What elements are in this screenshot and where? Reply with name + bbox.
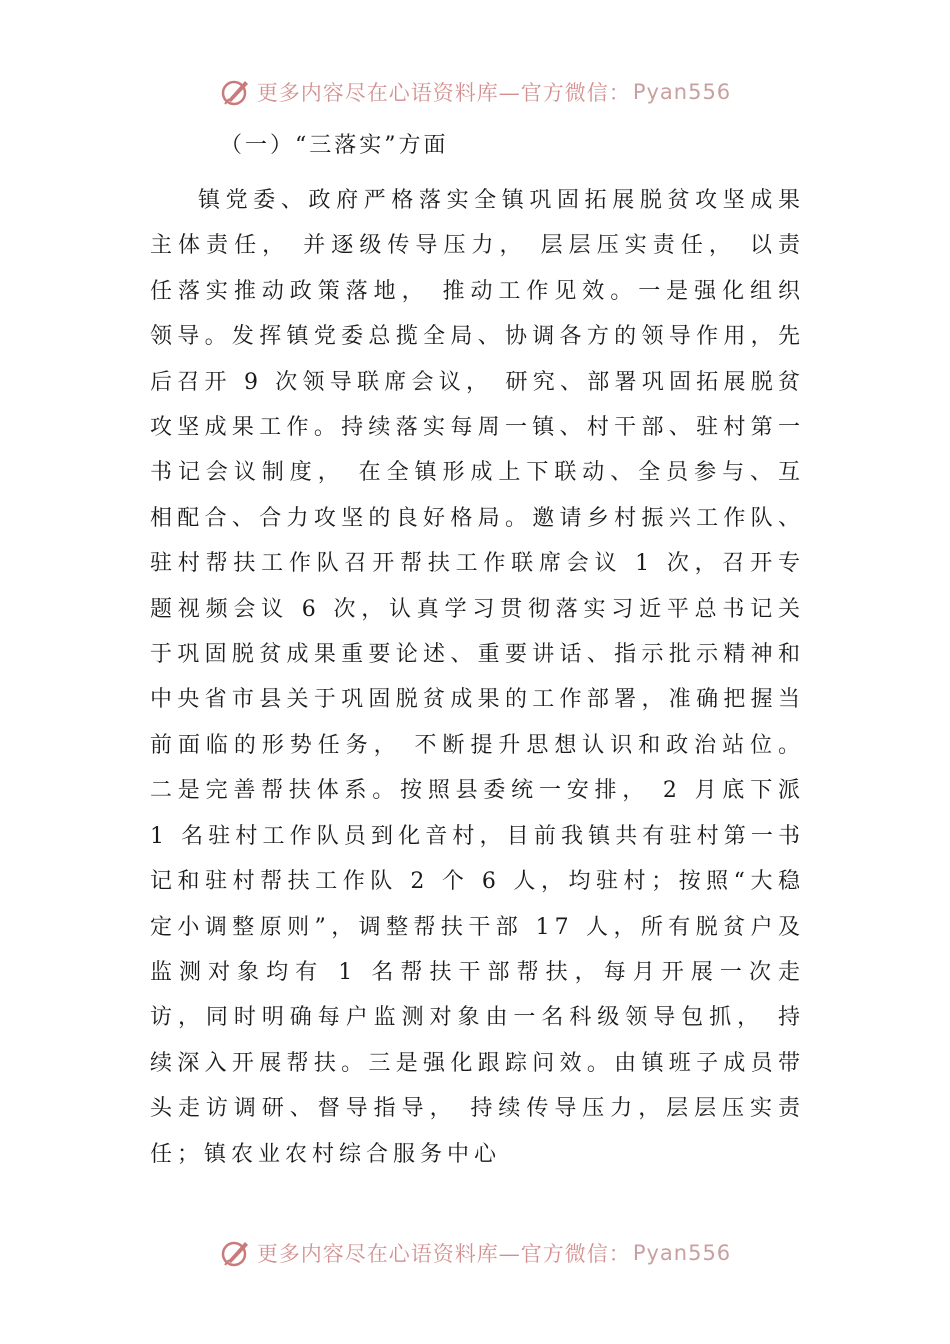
section-heading: （一）“三落实”方面 xyxy=(220,133,449,158)
footer-watermark xyxy=(0,1233,950,1273)
watermark-wechat-id: Pyan556 xyxy=(632,80,732,104)
watermark-text: 更多内容尽在心语资料库—官方微信： xyxy=(256,81,631,105)
header-watermark xyxy=(0,72,950,112)
watermark-text: 更多内容尽在心语资料库—官方微信： xyxy=(256,1242,631,1266)
document-body xyxy=(150,124,805,1177)
quill-logo-icon xyxy=(219,1236,253,1270)
quill-logo-icon xyxy=(219,75,253,109)
section-paragraph: 镇党委、政府严格落实全镇巩固拓展脱贫攻坚成果主体责任， 并逐级传导压力， 层层压实责任， 以责任落实推动政策落地， 推动工作见效。一是强化组织领导。发挥镇党委总揽全局、协调各方的领导作用，先后召开 9 次领导联席会议， 研究、部署巩固拓展脱贫攻坚成果工作。持续落实每周一镇、村干部、驻村第一书记会议制度， 在全镇形成上下联动、全员参与、互相配合、合力攻坚的良好格局。邀请乡村振兴工作队、驻村帮扶工作队召开帮扶工作联席会议 1 次，召开专题视频会议 6 次，认真学习贯彻落实习近平总书记关于巩固脱贫成果重要论述、重要讲话、指示批示精神和中央省市县关于巩固脱贫成果的工作部署，准确把握当前面临的形势任务， 不断提升思想认识和政治站位。二是完善帮扶体系。按照县委统一安排， 2 月底下派 1 名驻村工作队员到化音村，目前我镇共有驻村第一书记和驻村帮扶工作队 2 个 6 人，均驻村；按照“大稳定小调整原则”，调整帮扶干部 17 人，所有脱贫户及监测对象均有 1 名帮扶干部帮扶，每月开展一次走访，同时明确每户监测对象由一名科级领导包抓， 持续深入开展帮扶。三是强化跟踪问效。由镇班子成员带头走访调研、督导指导， 持续传导压力，层层压实责任；镇农业农村综合服务中心 xyxy=(150,188,805,1167)
watermark-wechat-id: Pyan556 xyxy=(632,1241,732,1265)
